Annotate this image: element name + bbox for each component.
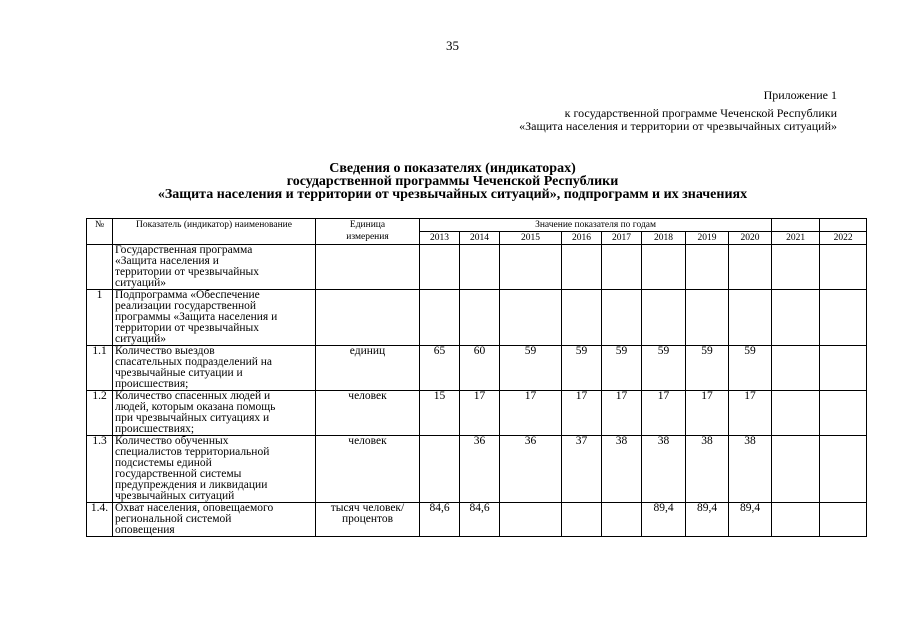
- title-line: «Защита населения и территории от чрезвычайных ситуаций», подпрограмм и их значениях: [157, 187, 748, 202]
- year-value: [460, 245, 500, 290]
- unit-of-measure: [316, 391, 420, 436]
- year-value: 38: [602, 436, 642, 503]
- indicator-name-line: специалистов территориальной: [115, 446, 270, 458]
- year-value: [772, 436, 820, 503]
- header-unit-line: измерения: [346, 232, 389, 242]
- unit-of-measure: [316, 436, 420, 503]
- unit-of-measure: [316, 290, 420, 346]
- indicator-name-line: Подпрограмма «Обеспечение: [115, 289, 260, 301]
- year-value: [602, 245, 642, 290]
- table-row: [87, 391, 867, 436]
- year-value: 17: [500, 391, 562, 436]
- indicator-name-line: государственной системы: [115, 468, 242, 480]
- year-value: 38: [642, 436, 686, 503]
- row-number: 1.3: [87, 436, 113, 503]
- indicator-name-line: ситуаций»: [115, 333, 167, 345]
- unit-line: тысяч человек/: [330, 502, 405, 514]
- year-value: [820, 503, 867, 537]
- indicator-name-line: спасательных подразделений на: [115, 356, 273, 368]
- year-value: 59: [500, 346, 562, 391]
- year-value: [772, 391, 820, 436]
- year-value: 89,4: [729, 503, 772, 537]
- table-body: [87, 245, 867, 537]
- appendix-line: «Защита населения и территории от чрезвычайных ситуаций»: [519, 119, 837, 133]
- indicator-name-line: Количество спасенных людей и: [115, 390, 271, 402]
- year-value: [686, 245, 729, 290]
- unit-line: процентов: [341, 513, 394, 525]
- indicator-name-line: территории от чрезвычайных: [115, 322, 259, 334]
- header-blank: [820, 219, 867, 232]
- page-number: 35: [446, 38, 459, 53]
- year-value: 59: [562, 346, 602, 391]
- year-value: 17: [686, 391, 729, 436]
- year-value: 84,6: [420, 503, 460, 537]
- row-number: 1.2: [87, 391, 113, 436]
- title-line: Сведения о показателях (индикаторах): [329, 161, 576, 176]
- year-value: [772, 503, 820, 537]
- unit-of-measure: [316, 245, 420, 290]
- table-row: [87, 245, 867, 290]
- indicator-name: [113, 503, 316, 537]
- header-year: 2019: [686, 232, 729, 245]
- unit-line: человек: [348, 390, 387, 402]
- year-value: [602, 503, 642, 537]
- indicator-name-line: Охват населения, оповещаемого: [115, 502, 274, 514]
- indicator-name: [113, 346, 316, 391]
- year-value: [729, 245, 772, 290]
- header-year: 2021: [772, 232, 820, 245]
- year-value: 84,6: [460, 503, 500, 537]
- year-value: [642, 245, 686, 290]
- year-value: [500, 290, 562, 346]
- unit-of-measure: [316, 346, 420, 391]
- indicator-name-line: происшествия;: [115, 378, 189, 390]
- indicator-name-line: предупреждения и ликвидации: [115, 479, 268, 491]
- year-value: 17: [642, 391, 686, 436]
- year-value: 38: [729, 436, 772, 503]
- appendix-title: Приложение 1: [763, 88, 837, 102]
- year-value: 89,4: [642, 503, 686, 537]
- year-value: [772, 346, 820, 391]
- year-value: 36: [460, 436, 500, 503]
- year-value: 65: [420, 346, 460, 391]
- row-number: 1.1: [87, 346, 113, 391]
- year-value: [642, 290, 686, 346]
- year-value: [562, 503, 602, 537]
- header-year: 2016: [562, 232, 602, 245]
- indicator-name-line: чрезвычайные ситуации и: [115, 367, 243, 379]
- header-year: 2022: [820, 232, 867, 245]
- year-value: 36: [500, 436, 562, 503]
- indicator-name: [113, 290, 316, 346]
- header-year: 2013: [420, 232, 460, 245]
- year-value: 17: [562, 391, 602, 436]
- unit-of-measure: [316, 503, 420, 537]
- indicator-name-line: региональной системой: [115, 513, 232, 525]
- year-value: [562, 290, 602, 346]
- table-row: [87, 346, 867, 391]
- indicator-name-line: Количество выездов: [115, 345, 215, 357]
- indicator-name: [113, 245, 316, 290]
- indicator-name-line: территории от чрезвычайных: [115, 266, 259, 278]
- year-value: [420, 436, 460, 503]
- year-value: 59: [642, 346, 686, 391]
- year-value: 59: [686, 346, 729, 391]
- year-value: [420, 290, 460, 346]
- year-value: 89,4: [686, 503, 729, 537]
- year-value: 37: [562, 436, 602, 503]
- indicator-name: [113, 391, 316, 436]
- appendix-subtitle: [519, 107, 837, 133]
- year-value: 59: [729, 346, 772, 391]
- header-blank: [772, 219, 820, 232]
- header-year: 2020: [729, 232, 772, 245]
- header-indicator: Показатель (индикатор) наименование: [113, 219, 316, 245]
- indicators-table: [86, 218, 867, 537]
- indicator-name-line: происшествиях;: [115, 423, 195, 435]
- header-row: [87, 219, 867, 232]
- indicator-name-line: реализации государственной: [115, 300, 257, 312]
- indicator-name: [113, 436, 316, 503]
- appendix-line: к государственной программе Чеченской Республики: [564, 106, 837, 120]
- year-value: [772, 290, 820, 346]
- year-value: 17: [729, 391, 772, 436]
- year-value: [820, 391, 867, 436]
- year-value: [420, 245, 460, 290]
- year-value: 17: [460, 391, 500, 436]
- year-value: [772, 245, 820, 290]
- indicator-name-line: ситуаций»: [115, 277, 167, 289]
- indicator-name-line: Государственная программа: [115, 244, 253, 256]
- header-year: 2015: [500, 232, 562, 245]
- year-value: [500, 503, 562, 537]
- year-value: [729, 290, 772, 346]
- year-value: [562, 245, 602, 290]
- row-number: [87, 245, 113, 290]
- year-value: 38: [686, 436, 729, 503]
- table-row: [87, 503, 867, 537]
- year-value: [820, 245, 867, 290]
- table-row: [87, 436, 867, 503]
- indicator-name-line: программы «Защита населения и: [115, 311, 278, 323]
- indicator-name-line: «Защита населения и: [115, 255, 219, 267]
- indicator-name-line: людей, которым оказана помощь: [115, 401, 276, 413]
- year-value: 15: [420, 391, 460, 436]
- header-year: 2017: [602, 232, 642, 245]
- year-value: [686, 290, 729, 346]
- year-value: [602, 290, 642, 346]
- indicator-name-line: чрезвычайных ситуаций: [115, 490, 235, 502]
- year-value: [460, 290, 500, 346]
- table-row: [87, 290, 867, 346]
- year-value: [820, 346, 867, 391]
- document-title: [0, 162, 905, 201]
- year-value: [500, 245, 562, 290]
- row-number: 1: [87, 290, 113, 346]
- header-year: 2014: [460, 232, 500, 245]
- title-line: государственной программы Чеченской Республики: [286, 174, 619, 189]
- header-num: №: [87, 219, 113, 245]
- year-value: 60: [460, 346, 500, 391]
- header-unit: [316, 219, 420, 245]
- unit-line: человек: [348, 435, 387, 447]
- unit-line: единиц: [349, 345, 386, 357]
- header-values-group: Значение показателя по годам: [420, 219, 772, 232]
- indicator-name-line: подсистемы единой: [115, 457, 212, 469]
- header-year: 2018: [642, 232, 686, 245]
- indicator-name-line: при чрезвычайных ситуациях и: [115, 412, 270, 424]
- row-number: 1.4.: [87, 503, 113, 537]
- year-value: 59: [602, 346, 642, 391]
- year-value: 17: [602, 391, 642, 436]
- indicator-name-line: оповещения: [115, 524, 175, 536]
- header-unit-line: Единица: [349, 220, 386, 230]
- year-value: [820, 436, 867, 503]
- indicator-name-line: Количество обученных: [115, 435, 229, 447]
- year-value: [820, 290, 867, 346]
